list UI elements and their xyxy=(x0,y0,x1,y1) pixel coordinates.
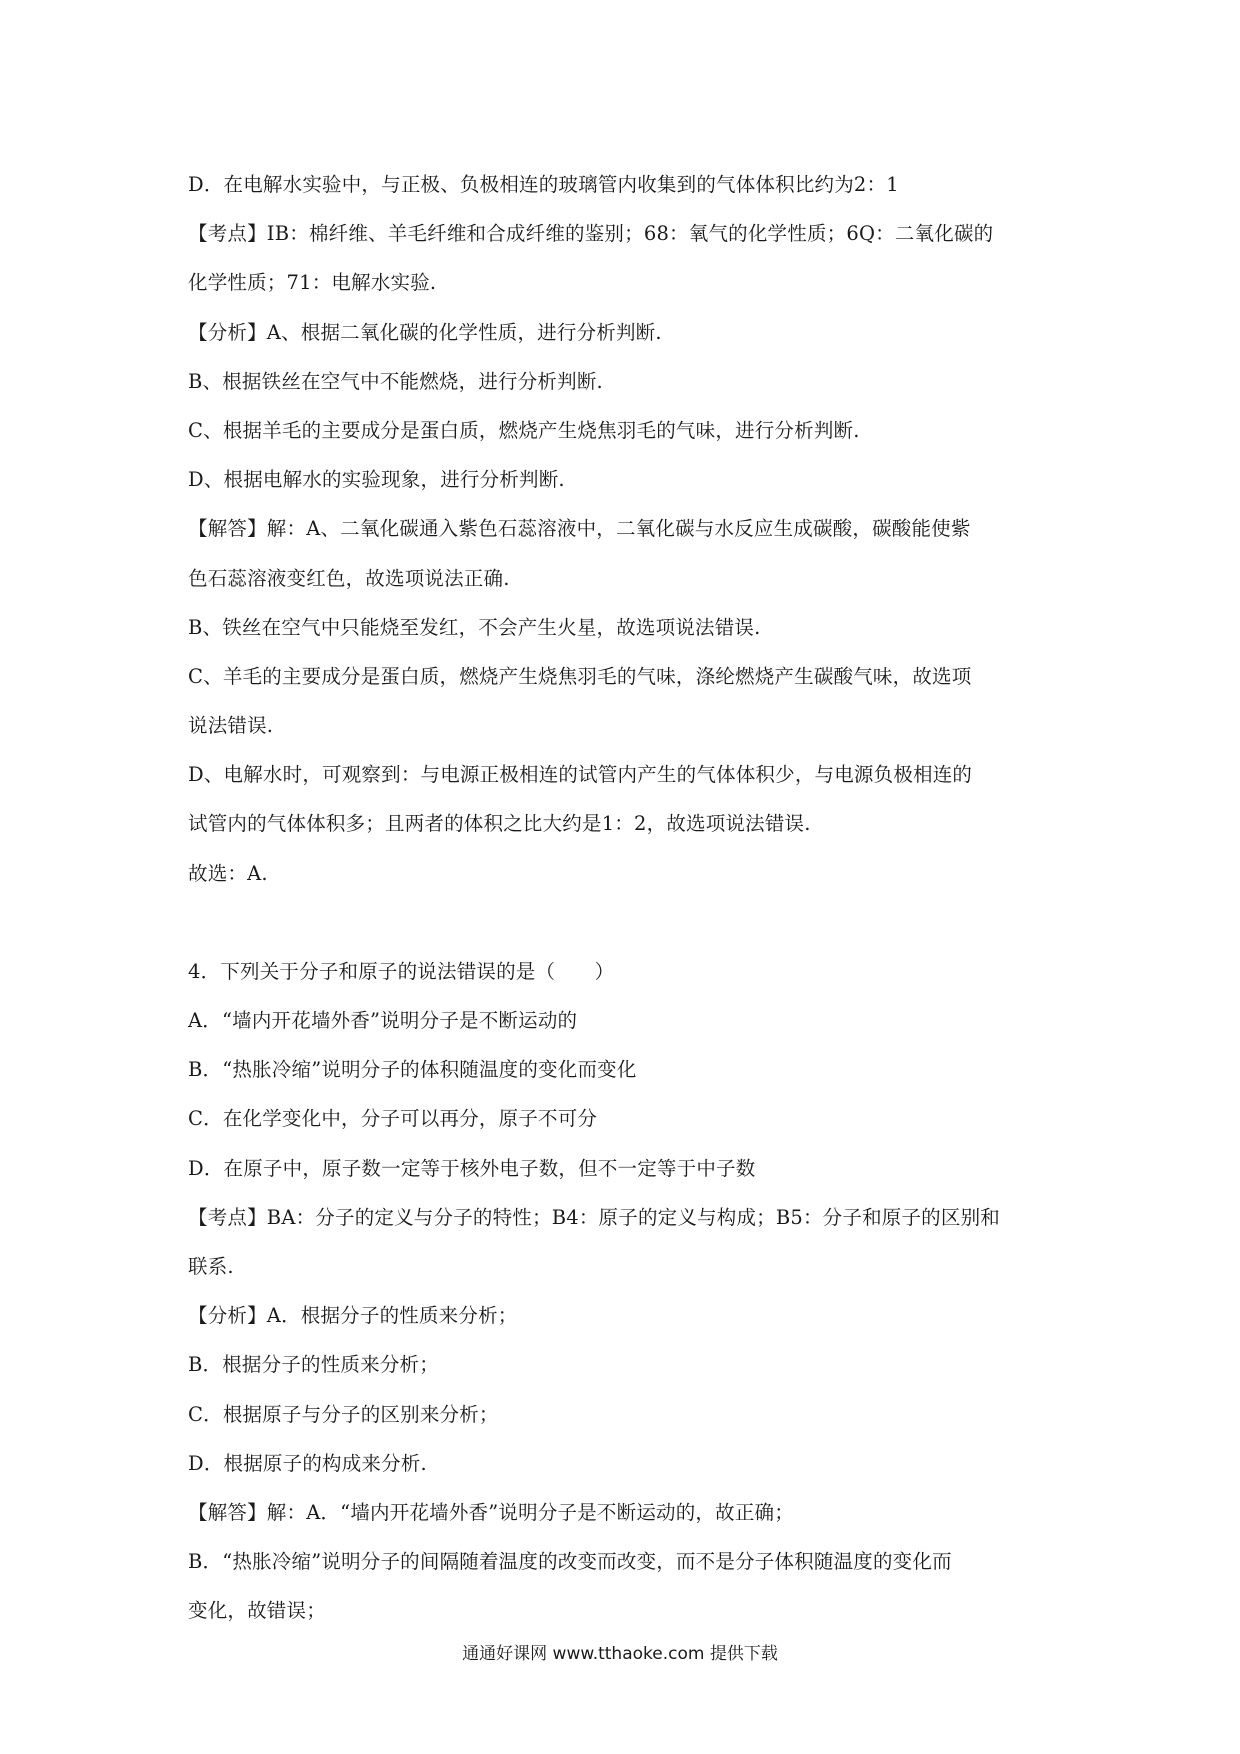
option-b: B．“热胀冷缩”说明分子的体积随温度的变化而变化 xyxy=(188,1058,637,1082)
text-line: 【分析】A、根据二氧化碳的化学性质，进行分析判断. xyxy=(188,320,662,344)
text-line: 【解答】解：A、二氧化碳通入紫色石蕊溶液中，二氧化碳与水反应生成碳酸，碳酸能使紫 xyxy=(188,517,971,541)
section-gap xyxy=(188,898,1068,947)
text-line: 故选：A. xyxy=(188,861,268,885)
document-body xyxy=(188,160,1068,1635)
text-line: C．根据原子与分子的区别来分析； xyxy=(188,1402,499,1426)
text-line: 说法错误. xyxy=(188,714,274,738)
text-line: B．根据分子的性质来分析； xyxy=(188,1353,439,1377)
option-a: A．“墙内开花墙外香”说明分子是不断运动的 xyxy=(188,1009,578,1032)
option-d: D．在原子中，原子数一定等于核外电子数，但不一定等于中子数 xyxy=(188,1156,756,1180)
text-line: D、根据电解水的实验现象，进行分析判断. xyxy=(188,468,565,492)
text-line: 【考点】BA：分子的定义与分子的特性；B4：原子的定义与构成；B5：分子和原子的区别和 xyxy=(188,1205,1000,1229)
question-section-q4 xyxy=(188,947,1068,1636)
text-line: 【解答】解：A．“墙内开花墙外香”说明分子是不断运动的，故正确； xyxy=(188,1500,794,1524)
text-line: C、羊毛的主要成分是蛋白质，燃烧产生烧焦羽毛的气味，涤纶燃烧产生碳酸气味，故选项 xyxy=(188,664,972,688)
text-line: B、根据铁丝在空气中不能燃烧，进行分析判断. xyxy=(188,369,603,393)
option-c: C．在化学变化中，分子可以再分，原子不可分 xyxy=(188,1107,598,1131)
question-stem: 4．下列关于分子和原子的说法错误的是（ ） xyxy=(188,959,615,983)
text-line: B、铁丝在空气中只能烧至发红，不会产生火星，故选项说法错误. xyxy=(188,615,761,639)
text-line: 【考点】IB：棉纤维、羊毛纤维和合成纤维的鉴别；68：氧气的化学性质；6Q：二氧化碳的 xyxy=(188,222,994,246)
text-line: 联系. xyxy=(188,1254,234,1278)
text-line: 试管内的气体体积多；且两者的体积之比大约是1：2，故选项说法错误. xyxy=(188,812,811,836)
text-line: D．根据原子的构成来分析. xyxy=(188,1451,427,1475)
text-line: 【分析】A．根据分子的性质来分析； xyxy=(188,1304,518,1328)
text-line: D．在电解水实验中，与正极、负极相连的玻璃管内收集到的气体体积比约为2：1 xyxy=(188,173,899,196)
text-line: 化学性质；71：电解水实验. xyxy=(188,271,437,295)
text-line: 色石蕊溶液变红色，故选项说法正确. xyxy=(188,566,510,590)
text-line: D、电解水时，可观察到：与电源正极相连的试管内产生的气体体积少，与电源负极相连的 xyxy=(188,763,973,787)
answer-section-q3 xyxy=(188,160,1068,898)
text-line: B．“热胀冷缩”说明分子的间隔随着温度的改变而改变，而不是分子体积随温度的变化而 xyxy=(188,1550,952,1574)
text-line: C、根据羊毛的主要成分是蛋白质，燃烧产生烧焦羽毛的气味，进行分析判断. xyxy=(188,418,860,442)
page-footer: 通通好课网 www.tthaoke.com 提供下载 xyxy=(462,1644,778,1664)
text-line: 变化，故错误； xyxy=(188,1599,326,1623)
